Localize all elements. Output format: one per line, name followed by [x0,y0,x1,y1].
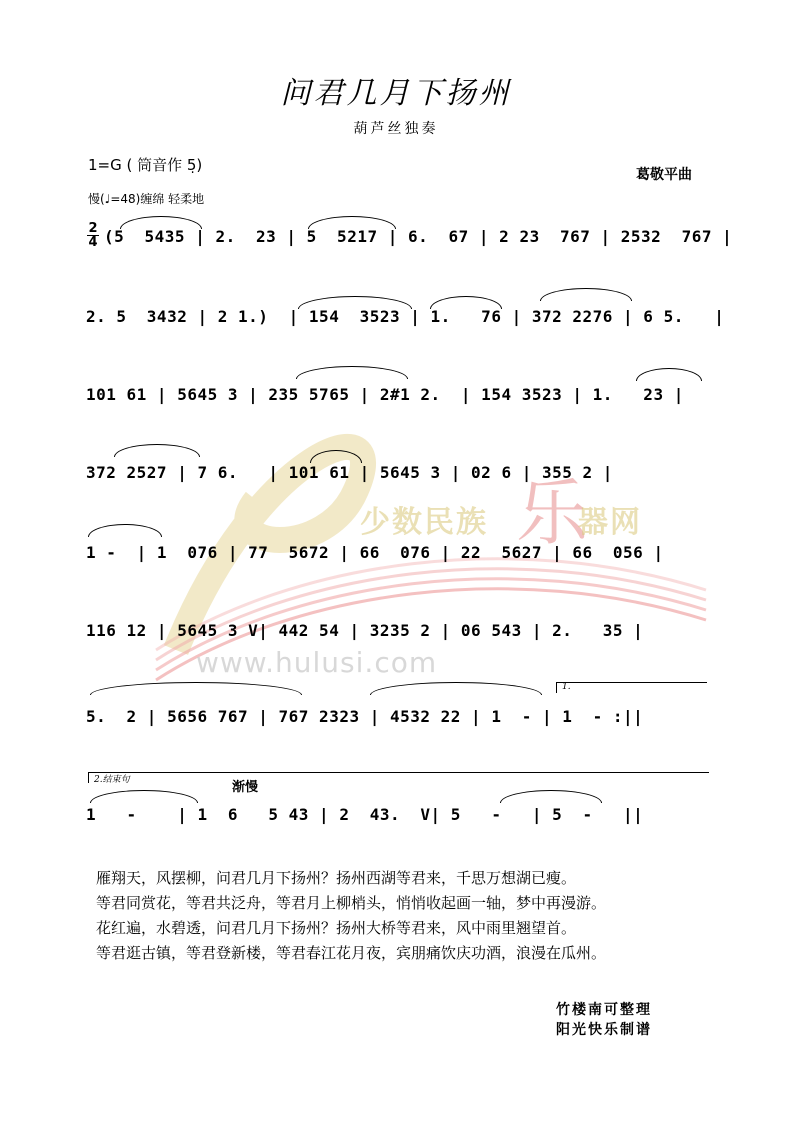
score-title: 问君几月下扬州 [280,76,512,111]
watermark-site-text: 少数民族 器网 [360,505,642,540]
watermark-url: www.hulusi.com [196,646,438,679]
time-signature: 2 4 [88,221,98,250]
slur [308,216,396,229]
slur [90,682,302,695]
slur [298,296,412,309]
slur [88,524,162,537]
notation-credit: 阳光快乐制谱 [556,1022,652,1038]
volta-label-2: 2.结束句 [94,775,130,785]
ritardando-marking: 渐慢 [232,780,259,795]
lyrics-line: 等君同赏花，等君共泛舟，等君月上柳梢头，悄悄收起画一轴，梦中再漫游。 [96,894,607,912]
score-subtitle: 葫芦丝独奏 [353,121,439,137]
score-row-1: (5 5435 | 2. 23 | 5 5217 | 6. 67 | 2 23 767 | 2532 767 | [104,227,733,246]
score-row-4: 372 2527 | 7 6. | 101 61 | 5645 3 | 02 6 | 355 2 | [86,463,613,482]
slur [114,444,200,457]
slur [90,790,198,803]
slur [540,288,632,301]
arranger-credit: 竹楼南可整理 [556,1002,652,1018]
volta-bracket-2 [88,772,709,783]
lyrics-line: 雁翔天，风摆柳，问君几月下扬州？扬州西湖等君来，千思万想湖已瘦。 [96,869,577,887]
lyrics-line: 等君逛古镇，等君登新楼，等君春江花月夜，宾朋痛饮庆功酒，浪漫在瓜州。 [96,944,607,962]
volta-label-1: 1. [562,682,571,692]
slur [310,450,362,463]
credits [556,1000,652,1040]
lyrics-line: 花红遍，水碧透，问君几月下扬州？扬州大桥等君来，风中雨里翘望首。 [96,919,577,937]
volta-bracket-1 [556,682,707,693]
slur [296,366,408,379]
score-row-2: 2. 5 3432 | 2 1.) | 154 3523 | 1. 76 | 372 2276 | 6 5. | [86,307,725,326]
score-row-5: 1 - | 1 076 | 77 5672 | 66 076 | 22 5627 | 66 056 | [86,543,664,562]
composer: 葛敬平曲 [636,167,692,183]
slur [430,296,502,309]
slur [120,216,202,229]
slur [370,682,542,695]
tempo-marking: 慢(♩=48)缠绵 轻柔地 [88,192,205,206]
svg-text:乐: 乐 [516,471,589,555]
slur [636,368,702,381]
score-row-6: 116 12 | 5645 3 V| 442 54 | 3235 2 | 06 543 | 2. 35 | [86,621,644,640]
score-row-7: 5. 2 | 5656 767 | 767 2323 | 4532 22 | 1 - | 1 - :|| [86,707,644,726]
score-row-3: 101 61 | 5645 3 | 235 5765 | 2#1 2. | 154 3523 | 1. 23 | [86,385,684,404]
lyrics [96,866,606,966]
slur [500,790,602,803]
score-row-8: 1 - | 1 6 5 43 | 2 43. V| 5 - | 5 - || [86,805,644,824]
key-signature: 1=G ( 筒音作 5̣) [88,156,203,174]
